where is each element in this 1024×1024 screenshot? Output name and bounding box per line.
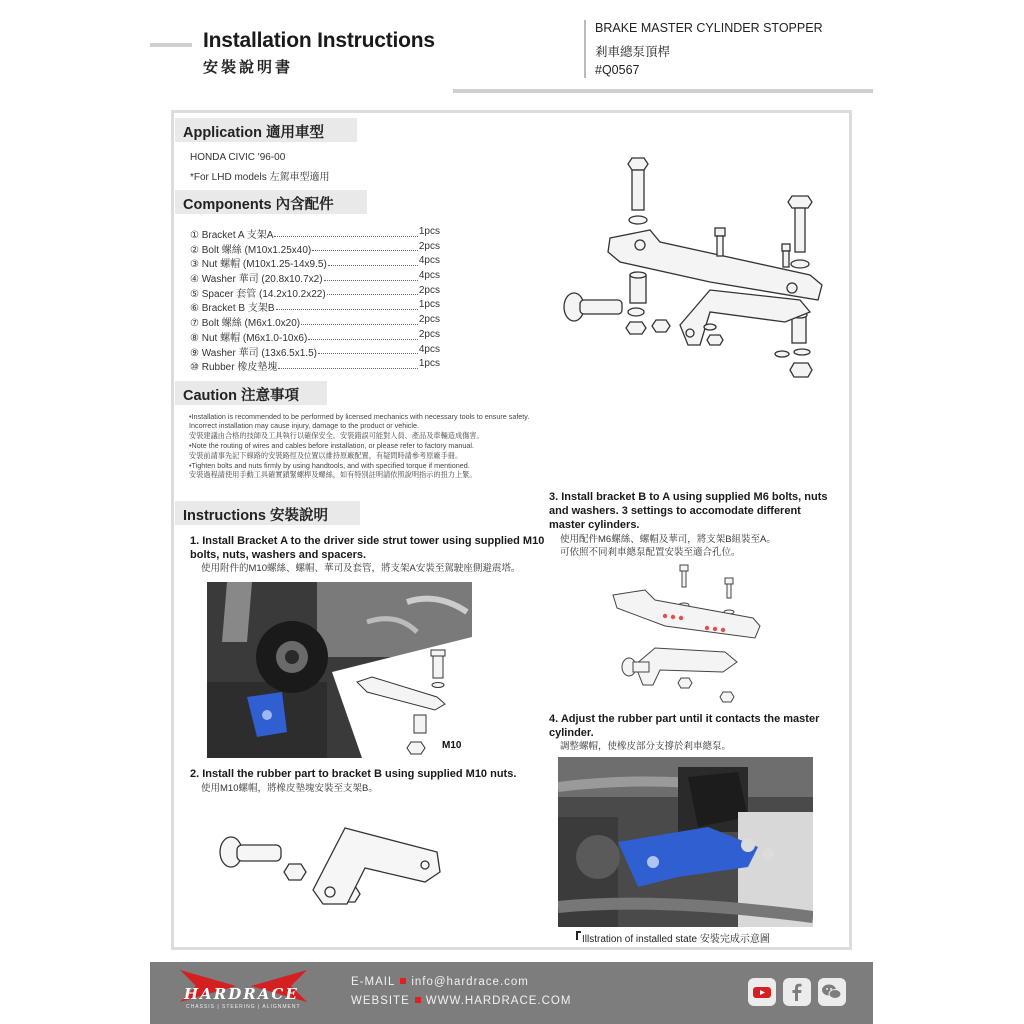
list-item: ⑤ Spacer 套管 (14.2x10.2x22) 2pcs (190, 284, 440, 300)
step-3-zh: 使用配件M6螺絲、螺帽及華司，將支架B組裝至A。可依照不同剎車總泵配置安裝至適合孔位。 (560, 534, 776, 558)
website-label: WEBSITE (351, 995, 410, 1007)
product-code: #Q0567 (595, 63, 640, 77)
step-3-diagram (605, 560, 765, 710)
caution-item: 安裝建議由合格的技師及工具執行以確保安全。安裝錯誤可能對人員、產品及車輛造成傷害。 (189, 430, 484, 440)
caution-item: 安裝前請事先記下線路的安裝路徑及位置以維持原廠配置，有疑問時請參考原廠手冊。 (189, 450, 463, 460)
caution-item: •Installation is recommended to be performed by licensed mechanics with necessary tools to ensure safety. Incorrect installation may cause injury, damage to the product or vehicle. (189, 412, 530, 430)
m10-label: M10 (442, 740, 462, 751)
application-note: *For LHD models 左駕車型適用 (190, 172, 330, 183)
step-4-title: 4. Adjust the rubber part until it contacts the master cylinder. (549, 713, 820, 739)
caution-item: •Tighten bolts and nuts firmly by using handtools, and with specified torque if mentioned. (189, 460, 470, 470)
step-2-title: 2. Install the rubber part to bracket B using supplied M10 nuts. (190, 768, 517, 780)
list-item: ⑩ Rubber 橡皮墊塊 1pcs (190, 358, 440, 374)
step-3-title: 3. Install bracket B to A using supplied M6 bolts, nuts and washers. 3 settings to accomodate different master cylinders. (549, 491, 828, 531)
list-item: ⑦ Bolt 螺絲 (M6x1.0x20) 2pcs (190, 314, 440, 330)
youtube-icon[interactable] (748, 978, 776, 1006)
caution-list (189, 413, 554, 481)
page-subtitle: 安裝說明書 (203, 58, 294, 76)
caption-marker-icon (576, 931, 581, 940)
list-item: ② Bolt 螺絲 (M10x1.25x40) 2pcs (190, 240, 440, 256)
step-1-photo (207, 582, 472, 758)
list-item: ⑨ Washer 華司 (13x6.5x1.5) 4pcs (190, 343, 440, 359)
list-item: ④ Washer 華司 (20.8x10.7x2) 4pcs (190, 270, 440, 286)
list-item: ③ Nut 螺帽 (M10x1.25-14x9.5) 4pcs (190, 255, 440, 271)
email-label: E-MAIL (351, 976, 396, 988)
instructions-heading: Instructions 安裝說明 (175, 501, 360, 525)
facebook-icon[interactable] (783, 978, 811, 1006)
application-heading: Application 適用車型 (175, 118, 357, 142)
application-vehicle: HONDA CIVIC '96-00 (190, 152, 286, 163)
header-separator (584, 20, 586, 78)
caution-item: 安裝過程請使用手動工具確實鎖緊螺桿及螺絲，如有特別註明請依照說明指示的扭力上緊。 (189, 470, 477, 480)
product-name-zh: 剎車總泵頂桿 (595, 45, 671, 59)
footer-website-row (351, 995, 571, 1007)
installed-caption: Illstration of installed state 安裝完成示意圖 (582, 934, 770, 945)
header-accent-line (150, 43, 192, 47)
list-item: ⑥ Bracket B 支架B 1pcs (190, 299, 440, 315)
footer-email-row (351, 976, 529, 988)
email-link[interactable]: info@hardrace.com (411, 976, 529, 988)
step-2-zh: 使用M10螺帽，將橡皮墊塊安裝至支架B。 (201, 783, 378, 794)
step-1-zh: 使用附件的M10螺絲、螺帽、華司及套管，將支架A安裝至駕駛座側避震塔。 (201, 563, 521, 574)
product-name-en: BRAKE MASTER CYLINDER STOPPER (595, 21, 823, 35)
list-item: ① Bracket A 支架A 1pcs (190, 226, 440, 241)
installed-photo (558, 757, 813, 927)
brand-tagline: CHASSIS | STEERING | ALIGNMENT (186, 1004, 301, 1010)
list-item: ⑧ Nut 螺帽 (M6x1.0-10x6) 2pcs (190, 328, 440, 344)
exploded-parts-diagram (560, 150, 840, 385)
step-4-zh: 調整螺帽，使橡皮部分支撐於剎車總泵。 (560, 741, 732, 752)
caution-item: •Note the routing of wires and cables before installation, or please refer to factory manual. (189, 440, 474, 450)
components-list (190, 226, 440, 373)
step-1-title: 1. Install Bracket A to the driver side strut tower using supplied M10 bolts, nuts, washers and spacers. (190, 535, 545, 561)
brand-logo[interactable]: HARDRACE (184, 985, 299, 1003)
caution-heading: Caution 注意事項 (175, 381, 327, 405)
page-title: Installation Instructions (203, 29, 435, 52)
header-underline (453, 89, 873, 93)
components-heading: Components 內含配件 (175, 190, 367, 214)
step-2-diagram (215, 820, 445, 910)
website-link[interactable]: WWW.HARDRACE.COM (425, 995, 572, 1007)
wechat-icon[interactable] (818, 978, 846, 1006)
